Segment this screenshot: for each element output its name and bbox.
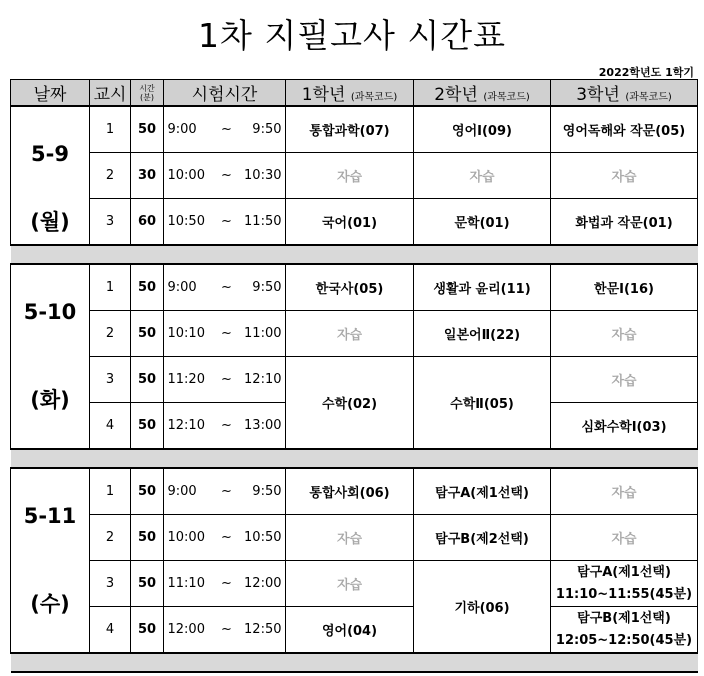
duration-cell: 50 <box>131 515 164 561</box>
grade2-subject: 생활과 윤리(11) <box>414 264 551 311</box>
header-grade2: 2학년 (과목코드) <box>414 80 551 107</box>
period-cell: 3 <box>90 561 131 607</box>
duration-cell: 50 <box>131 468 164 515</box>
time-cell: 10:00 ~ 10:30 <box>164 153 286 199</box>
page-title: 1차 지필고사 시간표 <box>198 16 506 55</box>
period-cell: 2 <box>90 311 131 357</box>
grade1-subject: 자습 <box>286 515 414 561</box>
time-cell: 9:00 ~ 9:50 <box>164 468 286 515</box>
time-cell: 9:00 ~ 9:50 <box>164 106 286 153</box>
period-cell: 4 <box>90 607 131 654</box>
grade2-subject: 자습 <box>414 153 551 199</box>
table-row <box>11 468 698 515</box>
grade1-subject: 자습 <box>286 153 414 199</box>
duration-cell: 50 <box>131 311 164 357</box>
duration-cell: 60 <box>131 199 164 246</box>
header-duration: 시간 (분) <box>131 80 164 107</box>
table-row <box>11 607 698 654</box>
header-period: 교시 <box>90 80 131 107</box>
table-row <box>11 561 698 607</box>
period-cell: 3 <box>90 199 131 246</box>
grade2-subject: 기하(06) <box>414 561 551 654</box>
day-separator <box>11 449 698 468</box>
grade1-subject: 영어(04) <box>286 607 414 654</box>
grade1-subject: 수학(02) <box>286 357 414 450</box>
table-row <box>11 106 698 153</box>
grade3-subject: 자습 <box>551 357 698 403</box>
header-grade3: 3학년 (과목코드) <box>551 80 698 107</box>
grade1-subject: 자습 <box>286 561 414 607</box>
grade1-subject: 한국사(05) <box>286 264 414 311</box>
table-row <box>11 311 698 357</box>
grade3-subject: 탐구B(제1선택) 12:05~12:50(45분) <box>551 607 698 654</box>
grade3-subject: 자습 <box>551 515 698 561</box>
table-row <box>11 357 698 403</box>
grade3-subject: 한문Ⅰ(16) <box>551 264 698 311</box>
date-cell: 5-10 (화) <box>11 264 90 449</box>
grade1-subject: 통합과학(07) <box>286 106 414 153</box>
grade3-subject: 영어독해와 작문(05) <box>551 106 698 153</box>
table-row <box>11 515 698 561</box>
duration-cell: 50 <box>131 357 164 403</box>
grade1-subject: 통합사회(06) <box>286 468 414 515</box>
grade1-subject: 국어(01) <box>286 199 414 246</box>
date-cell: 5-11 (수) <box>11 468 90 653</box>
time-cell: 12:00 ~ 12:50 <box>164 607 286 654</box>
grade3-subject: 자습 <box>551 468 698 515</box>
period-cell: 1 <box>90 468 131 515</box>
grade3-subject: 화법과 작문(01) <box>551 199 698 246</box>
time-cell: 10:50 ~ 11:50 <box>164 199 286 246</box>
table-row <box>11 264 698 311</box>
header-grade1: 1학년 (과목코드) <box>286 80 414 107</box>
duration-cell: 50 <box>131 264 164 311</box>
time-cell: 9:00 ~ 9:50 <box>164 264 286 311</box>
time-cell: 10:10 ~ 11:00 <box>164 311 286 357</box>
grade1-subject: 자습 <box>286 311 414 357</box>
grade2-subject: 탐구A(제1선택) <box>414 468 551 515</box>
term-label: 2022학년도 1학기 <box>598 66 694 79</box>
grade2-subject: 영어Ⅰ(09) <box>414 106 551 153</box>
period-cell: 3 <box>90 357 131 403</box>
grade2-subject: 문학(01) <box>414 199 551 246</box>
grade2-subject: 일본어Ⅱ(22) <box>414 311 551 357</box>
duration-cell: 50 <box>131 561 164 607</box>
grade2-subject: 수학Ⅱ(05) <box>414 357 551 450</box>
period-cell: 2 <box>90 515 131 561</box>
date-cell: 5-9 (월) <box>11 106 90 245</box>
duration-cell: 30 <box>131 153 164 199</box>
day-separator <box>11 245 698 264</box>
header-exam-time: 시험시간 <box>164 80 286 107</box>
period-cell: 2 <box>90 153 131 199</box>
grade3-subject: 자습 <box>551 153 698 199</box>
period-cell: 4 <box>90 403 131 450</box>
day-separator <box>11 653 698 672</box>
duration-cell: 50 <box>131 403 164 450</box>
header-row <box>11 80 698 107</box>
time-cell: 10:00 ~ 10:50 <box>164 515 286 561</box>
grade3-subject: 자습 <box>551 311 698 357</box>
table-row <box>11 199 698 246</box>
duration-cell: 50 <box>131 106 164 153</box>
duration-cell: 50 <box>131 607 164 654</box>
period-cell: 1 <box>90 106 131 153</box>
time-cell: 11:20 ~ 12:10 <box>164 357 286 403</box>
period-cell: 1 <box>90 264 131 311</box>
header-date: 날짜 <box>11 80 90 107</box>
table-row <box>11 153 698 199</box>
time-cell: 12:10 ~ 13:00 <box>164 403 286 450</box>
grade3-subject: 탐구A(제1선택) 11:10~11:55(45분) <box>551 561 698 607</box>
time-cell: 11:10 ~ 12:00 <box>164 561 286 607</box>
grade3-subject: 심화수학Ⅰ(03) <box>551 403 698 450</box>
grade2-subject: 탐구B(제2선택) <box>414 515 551 561</box>
exam-timetable <box>10 79 698 673</box>
